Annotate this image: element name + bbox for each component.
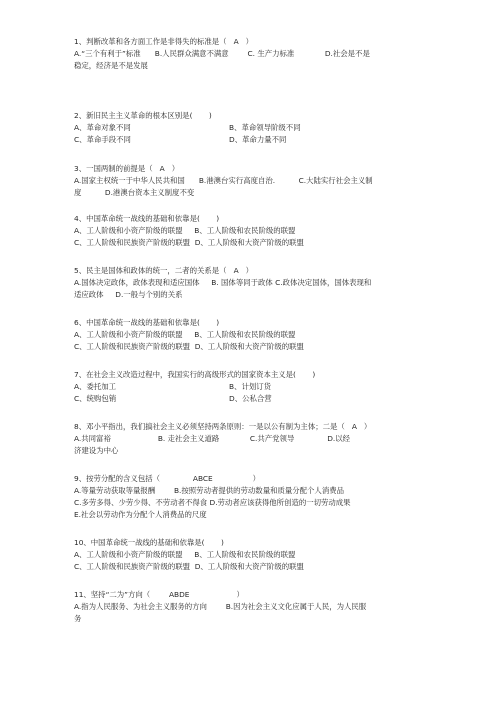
option-c: C、革命手段不同 (74, 135, 131, 144)
question-6 (74, 317, 424, 353)
question-options-line: A.国家主权统一于中华人民共和国 B.港澳台实行高度自治. C.大陆实行社会主义制 (74, 176, 373, 185)
question-5 (74, 265, 424, 301)
option-d: D、公私合营 (229, 394, 272, 403)
question-stem: 11、坚持“二为”方向（ ABDE ） (74, 590, 244, 599)
question-options-line: E.社会以劳动作为分配个人消费品的尺度 (74, 510, 207, 519)
question-options-line: 度 D.港澳台资本主义制度不变 (74, 188, 195, 197)
option-b: B、革命领导阶级不同 (229, 123, 301, 132)
question-options-line: A.共同富裕 B. 走社会主义道路 C.共产党领导 D.以经 (74, 434, 351, 443)
question-stem: 8、邓小平指出，我们搞社会主义必须坚持两条原则：一是以公有制为主体；二是（ A ） (74, 422, 372, 431)
question-options-line: C.多劳多得、少劳少得、不劳动者不得食 D.劳动者应该获得他所创造的一切劳动成果 (74, 498, 351, 507)
question-stem: 1、判断改革和各方面工作是非得失的标准是（ A ） (74, 37, 254, 46)
question-stem: 10、中国革命统一战线的基础和依靠是( ) (74, 538, 224, 547)
question-options-line: A、工人阶级和小资产阶级的联盟 B、工人阶级和农民阶级的联盟 (74, 330, 296, 339)
question-stem: 7、在社会主义改造过程中，我国实行的高级形式的国家资本主义是( ) (74, 370, 316, 379)
option-a: A、委托加工 (74, 382, 117, 391)
question-stem: 5、民主是国体和政体的统一，二者的关系是（ A ） (74, 266, 254, 275)
option-d: D、革命力量不同 (229, 135, 287, 144)
options-row (74, 134, 424, 146)
question-options-line: 务 (74, 614, 82, 623)
question-options-line: A.“三个有利于”标准 B.人民群众满意不满意 C. 生产力标准 D.社会是不是 (74, 49, 370, 58)
option-c: C、统购包销 (74, 394, 117, 403)
question-options-line: C、工人阶级和民族资产阶级的联盟 D、工人阶级和大资产阶级的联盟 (74, 562, 304, 571)
question-options-line: A、工人阶级和小资产阶级的联盟 B、工人阶级和农民阶级的联盟 (74, 226, 296, 235)
options-row (74, 393, 424, 405)
question-3 (74, 163, 424, 199)
question-options-line: 适应政体 D.一般与个别的关系 (74, 290, 183, 299)
question-options-line: A.国体决定政体，政体表现和适应国体 B. 国体等同于政体 C.政体决定国体，国体表现和 (74, 278, 372, 287)
question-11 (74, 589, 424, 625)
option-a: A、革命对象不同 (74, 123, 131, 132)
question-8 (74, 421, 424, 457)
question-options-line: C、工人阶级和民族资产阶级的联盟 D、工人阶级和大资产阶级的联盟 (74, 238, 304, 247)
option-b: B、计划订货 (229, 382, 272, 391)
question-stem: 6、中国革命统一战线的基础和依靠是( ) (74, 318, 220, 327)
question-stem: 2、新旧民主主义革命的根本区别是( ) (74, 111, 212, 120)
question-9 (74, 473, 424, 521)
question-stem: 3、一国两制的前提是（ A ） (74, 164, 180, 173)
question-1 (74, 36, 424, 72)
question-10 (74, 537, 424, 573)
question-options-line: 稳定，经济是不是发展 (74, 61, 148, 70)
question-options-line: C、工人阶级和民族资产阶级的联盟 D、工人阶级和大资产阶级的联盟 (74, 342, 304, 351)
question-stem: 9、按劳分配的含义包括（ ABCE ） (74, 474, 261, 483)
question-4 (74, 213, 424, 249)
question-options-line: A、工人阶级和小资产阶级的联盟 B、工人阶级和农民阶级的联盟 (74, 550, 296, 559)
question-7 (74, 369, 424, 405)
question-options-line: A.指为人民服务、为社会主义服务的方向 B.因为社会主义文化应属于人民，为人民服 (74, 602, 367, 611)
options-row (74, 122, 424, 134)
options-row (74, 381, 424, 393)
question-options-line: A.等量劳动获取等量报酬 B.按照劳动者提供的劳动数量和质量分配个人消费品 (74, 486, 344, 495)
question-options-line: 济建设为中心 (74, 446, 119, 455)
question-stem: 4、中国革命统一战线的基础和依靠是( ) (74, 214, 220, 223)
question-2 (74, 110, 424, 146)
